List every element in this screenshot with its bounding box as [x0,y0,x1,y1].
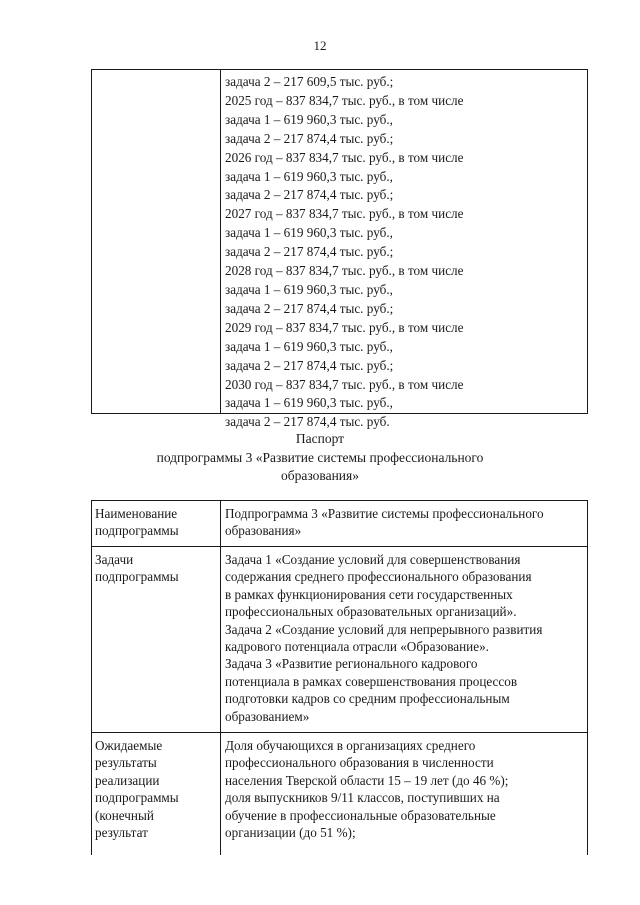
page-number: 12 [313,38,327,53]
label-line: Наименование [95,506,178,521]
funding-line: задача 2 – 217 874,4 тыс. руб. [225,414,390,430]
funding-line: задача 2 – 217 874,4 тыс. руб.; [225,357,394,373]
value-line: кадрового потенциала отрасли «Образование». [225,639,489,655]
funding-line: 2030 год – 837 834,7 тыс. руб., в том числе [225,376,464,392]
funding-table-label-cell [92,70,221,413]
value-line: Доля обучающихся в организациях среднего [225,738,476,753]
funding-continuation-table [91,69,588,430]
passport-row-label [92,547,221,732]
passport-row-value [221,733,587,855]
passport-heading-line: Паспорт [295,431,345,446]
funding-line: задача 2 – 217 874,4 тыс. руб.; [225,244,394,260]
value-line: Подпрограмма 3 «Развитие системы профессионального [225,506,544,521]
value-line: потенциала в рамках совершенствования процессов [225,673,518,689]
funding-line: задача 2 – 217 874,4 тыс. руб.; [225,187,394,203]
funding-line: 2026 год – 837 834,7 тыс. руб., в том числе [225,149,464,165]
label-line: реализации [95,772,160,788]
value-line: содержания среднего профессионального образования [225,569,532,585]
value-line: в рамках функционирования сети государственных [225,586,513,602]
label-line: Задачи [95,552,134,567]
label-line: Ожидаемые [95,738,163,753]
funding-line: задача 2 – 217 874,4 тыс. руб.; [225,300,394,316]
passport-heading-line: подпрограммы 3 «Развитие системы профессионального [156,449,484,465]
passport-table [91,500,588,855]
label-line: результат [95,825,148,841]
funding-line: задача 1 – 619 960,3 тыс. руб., [225,225,393,241]
funding-line: задача 1 – 619 960,3 тыс. руб., [225,338,393,354]
passport-row-results [92,733,587,855]
passport-row-value [221,501,587,546]
passport-row-tasks [92,547,587,733]
funding-line: задача 1 – 619 960,3 тыс. руб., [225,111,393,127]
funding-line: 2027 год – 837 834,7 тыс. руб., в том числе [225,206,464,222]
funding-line: 2025 год – 837 834,7 тыс. руб., в том числе [225,92,464,108]
value-line: подготовки кадров со средним профессиональным [225,691,510,707]
value-line: Задача 2 «Создание условий для непрерывного развития [225,621,543,637]
funding-line: задача 1 – 619 960,3 тыс. руб., [225,395,393,411]
value-line: доля выпускников 9/11 классов, поступивших на [225,790,500,806]
value-line: профессионального образования в численности [225,755,494,771]
passport-heading-line: образования» [281,468,359,483]
funding-line: задача 2 – 217 609,5 тыс. руб.; [225,74,394,89]
passport-row-name [92,501,587,547]
funding-line: задача 2 – 217 874,4 тыс. руб.; [225,130,394,146]
value-line: организации (до 51 %); [225,825,356,841]
value-line: Задача 1 «Создание условий для совершенствования [225,552,521,567]
value-line: обучение в профессиональные образовательные [225,807,496,823]
funding-line: задача 1 – 619 960,3 тыс. руб., [225,281,393,297]
label-line: подпрограммы [95,569,179,585]
funding-line: задача 1 – 619 960,3 тыс. руб., [225,168,393,184]
funding-line: 2028 год – 837 834,7 тыс. руб., в том числе [225,263,464,279]
value-line: образованием» [225,708,310,724]
value-line: Задача 3 «Развитие регионального кадрового [225,656,478,672]
passport-row-label [92,501,221,546]
label-line: результаты [95,755,157,771]
label-line: подпрограммы [95,523,179,539]
value-line: образования» [225,523,302,539]
passport-row-value [221,547,587,732]
label-line: подпрограммы [95,790,179,806]
value-line: профессиональных образовательных организаций». [225,604,517,620]
funding-line: 2029 год – 837 834,7 тыс. руб., в том числе [225,319,464,335]
passport-row-label [92,733,221,855]
value-line: населения Тверской области 15 – 19 лет (до 46 %); [225,772,509,788]
passport-heading [0,430,640,486]
funding-table-value-cell [221,70,587,430]
label-line: (конечный [95,807,154,823]
